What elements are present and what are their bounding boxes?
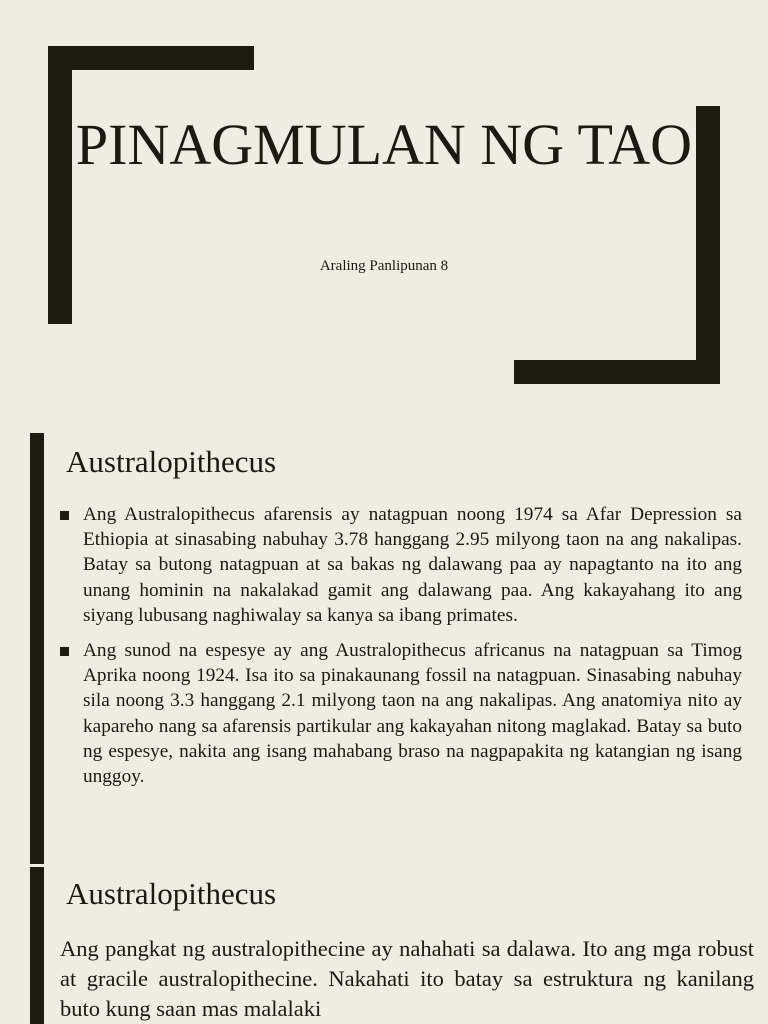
bottom-right-bracket-horizontal [514, 360, 720, 384]
list-item [60, 502, 742, 628]
square-bullet-icon [60, 647, 69, 656]
content-slide [0, 864, 768, 1024]
top-left-bracket-horizontal [48, 46, 254, 70]
slide-subtitle: Araling Panlipunan 8 [319, 258, 449, 274]
slide-heading: Australopithecus [66, 876, 277, 911]
title-slide [0, 0, 768, 430]
slide-paragraph: Ang pangkat ng australopithecine ay nahahati sa dalawa. Ito ang mga robust at gracile australopithecine. Nakahati ito batay sa estruktura ng kanilang buto kung saan mas malalaki [60, 936, 754, 1021]
list-item [60, 638, 742, 789]
slide-heading: Australopithecus [66, 444, 277, 479]
bullet-text: Ang sunod na espesye ay ang Australopithecus africanus na natagpuan sa Timog Aprika noong 1924. Isa ito sa pinakaunang fossil na natagpuan. Sinasabing nabuhay sila noong 3.3 hanggang 2.1 milyong taon na ang nakalipas. Ang anatomiya nito ay kapareho nang sa afarensis partikular ang kakayahan nitong maglakad. Batay sa buto ng espesye, nakita ang isang mahabang braso na nagpapakita ng katangian ng isang unggoy. [83, 640, 742, 788]
left-accent-bar [30, 433, 44, 864]
left-accent-bar [30, 867, 44, 1024]
content-slide [0, 430, 768, 864]
slide-title: PINAGMULAN NG TAO [75, 112, 693, 177]
square-bullet-icon [60, 511, 69, 520]
bullet-text: Ang Australopithecus afarensis ay natagpuan noong 1974 sa Afar Depression sa Ethiopia at sinasabing nabuhay 3.78 hanggang 2.95 milyong taon na ang nakalipas. Batay sa butong natagpuan at sa bakas ng dalawang paa ay napagtanto na ito ang unang hominin na nakalakad gamit ang dalawang paa. Ang kakayahang ito ang siyang lubusang naghiwalay sa kanya sa ibang primates. [83, 504, 742, 626]
top-left-bracket-vertical [48, 46, 72, 324]
bullet-list [60, 502, 742, 799]
